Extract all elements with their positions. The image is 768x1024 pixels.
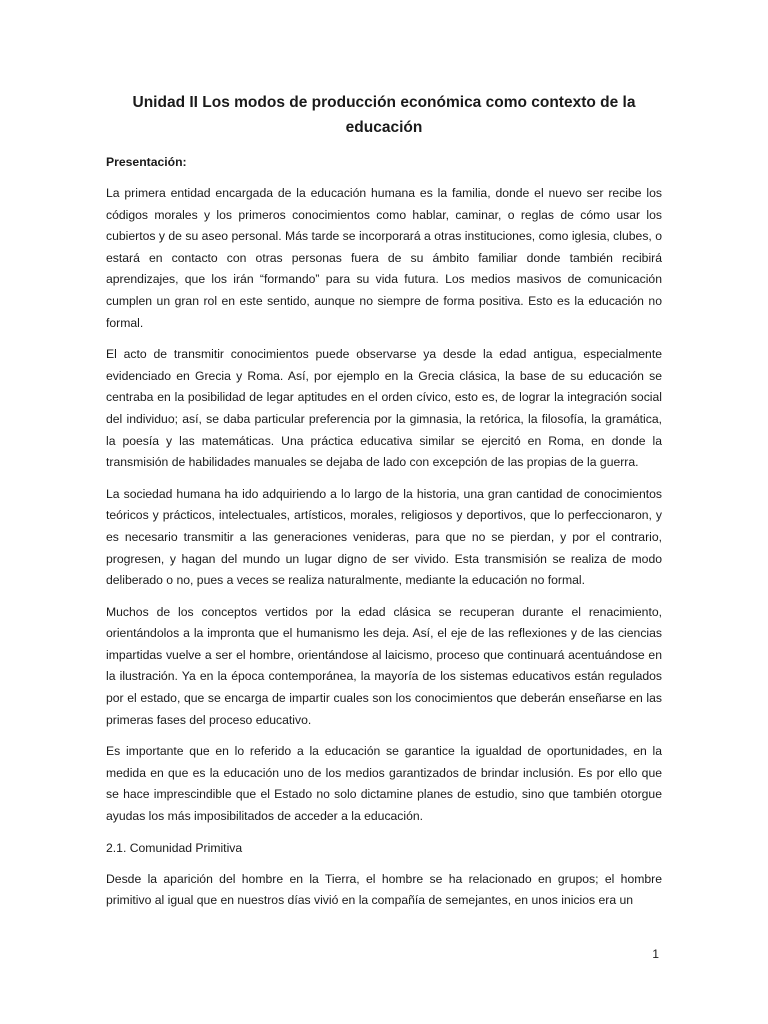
paragraph-ancient-education: El acto de transmitir conocimientos puede observarse ya desde la edad antigua, especialmente evidenciado en Grecia y Roma. Así, por ejemplo en la Grecia clásica, la base de su educación se centraba en la posibilidad de legar aptitudes en el orden cívico, esto es, de lograr la integración social del individuo; así, se daba particular preferencia por la gimnasia, la retórica, la filosofía, la gramática, la poesía y las matemáticas. Una práctica educativa similar se ejercitó en Roma, en donde la transmisión de habilidades manuales se dejaba de lado con excepción de las propias de la guerra. bbox=[106, 347, 662, 470]
document-title: Unidad II Los modos de producción económica como contexto de la educación bbox=[132, 94, 636, 136]
subsection-heading: 2.1. Comunidad Primitiva bbox=[106, 840, 243, 855]
page-number: 1 bbox=[652, 947, 659, 961]
paragraph-family-education: La primera entidad encargada de la educación humana es la familia, donde el nuevo ser recibe los códigos morales y los primeros conocimientos como hablar, caminar, o reglas de cómo usar los cubiertos y de su aseo personal. Más tarde se incorporará a otras instituciones, como iglesia, clubes, o estará en contacto con otras personas fuera de su ámbito familiar donde también recibirá aprendizajes, que los irán “formando” para su vida futura. Los medios masivos de comunicación cumplen un gran rol en este sentido, aunque no siempre de forma positiva. Esto es la educación no formal. bbox=[106, 186, 662, 330]
paragraph-equal-opportunity: Es importante que en lo referido a la educación se garantice la igualdad de oportunidades, en la medida en que es la educación uno de los medios garantizados de brindar inclusión. Es por ello que se hace imprescindible que el Estado no solo dictamine planes de estudio, sino que también otorgue ayudas los más imposibilitados de acceder a la educación. bbox=[106, 744, 662, 824]
paragraph-primitive-community: Desde la aparición del hombre en la Tierra, el hombre se ha relacionado en grupos; el hombre primitivo al igual que en nuestros días vivió en la compañía de semejantes, en unos inicios era un bbox=[106, 871, 662, 908]
paragraph-knowledge-transmission: La sociedad humana ha ido adquiriendo a lo largo de la historia, una gran cantidad de conocimientos teóricos y prácticos, intelectuales, artísticos, morales, religiosos y deportivos, que lo perfeccionaron, y es necesario transmitir a las generaciones venideras, para que no se pierdan, y por el contrario, progresen, y hagan del mundo un lugar digno de ser vivido. Esta transmisión se realiza de modo deliberado o no, pues a veces se realiza naturalmente, mediante la educación no formal. bbox=[106, 486, 662, 588]
paragraph-renaissance: Muchos de los conceptos vertidos por la edad clásica se recuperan durante el renacimiento, orientándolos a la impronta que el humanismo les deja. Así, el eje de las reflexiones y de las ciencias impartidas vuelve a ser el hombre, orientándose al laicismo, proceso que continuará acentuándose en la ilustración. Ya en la época contemporánea, la mayoría de los sistemas educativos están regulados por el estado, que se encarga de impartir cuales son los conocimientos que deberán enseñarse en las primeras fases del proceso educativo. bbox=[106, 604, 662, 727]
page-content bbox=[106, 90, 662, 922]
presentation-heading: Presentación: bbox=[106, 155, 187, 169]
